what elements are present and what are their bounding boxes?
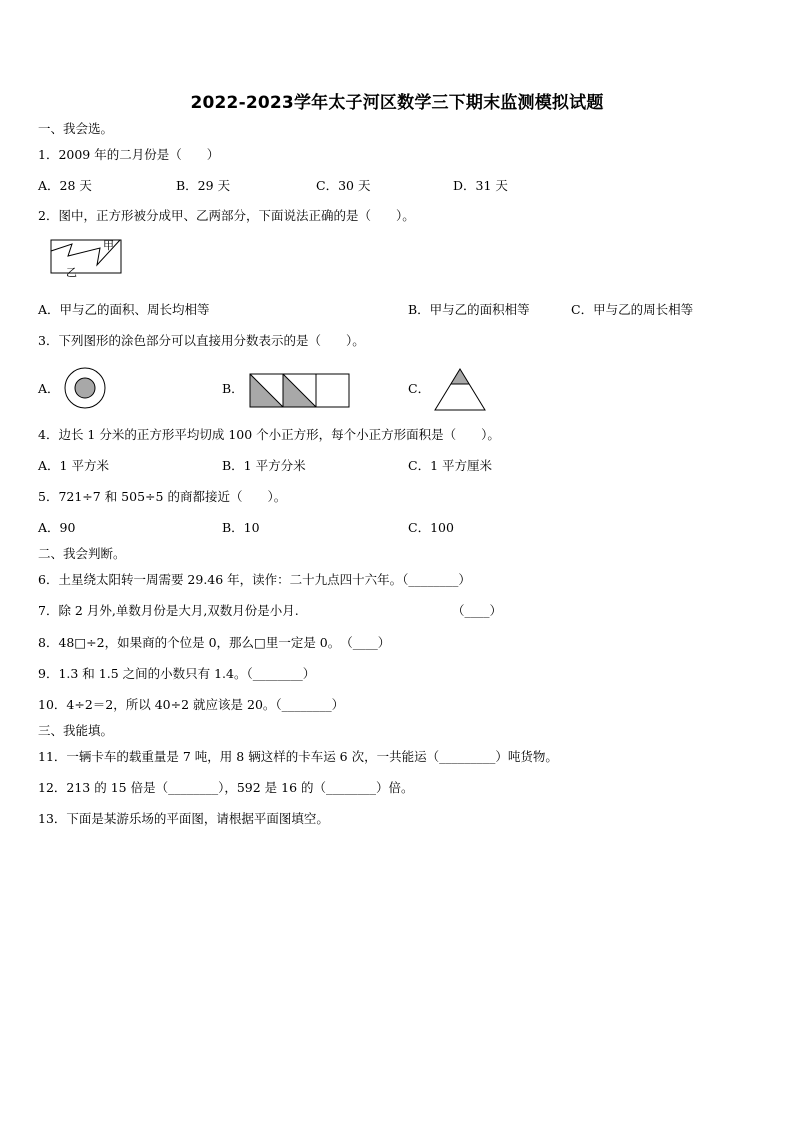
q3-figure-b-squares [249, 373, 351, 409]
q4-option-b[interactable]: B．1 平方分米 [222, 458, 306, 473]
question-6: 6．土星绕太阳转一周需要 29.46 年，读作：二十九点四十六年。（________） [38, 572, 471, 587]
q4-option-c[interactable]: C．1 平方厘米 [408, 458, 492, 473]
q5-option-a[interactable]: A．90 [38, 520, 76, 535]
question-7: 7．除 2 月外,单数月份是大月,双数月份是小月. [38, 603, 299, 618]
q3-figure-c-triangle [434, 368, 488, 412]
question-12: 12．213 的 15 倍是（________），592 是 16 的（________）倍。 [38, 780, 414, 795]
q1-option-b[interactable]: B．29 天 [176, 178, 231, 193]
question-13: 13．下面是某游乐场的平面图，请根据平面图填空。 [38, 811, 329, 826]
q4-option-a[interactable]: A．1 平方米 [38, 458, 109, 473]
q3-option-b[interactable]: B． [222, 381, 244, 396]
q7-answer-blank[interactable]: （____） [452, 603, 503, 618]
q3-figure-a-circles [64, 367, 108, 411]
q5-option-c[interactable]: C．100 [408, 520, 454, 535]
q3-inner-shaded-circle [75, 378, 95, 398]
q1-option-c[interactable]: C．30 天 [316, 178, 371, 193]
q2-option-a[interactable]: A．甲与乙的面积、周长均相等 [38, 302, 210, 317]
question-11: 11．一辆卡车的载重量是 7 吨，用 8 辆这样的卡车运 6 次，一共能运（_________）吨货物。 [38, 749, 558, 764]
q1-option-a[interactable]: A．28 天 [38, 178, 92, 193]
q2-label-yi: 乙 [66, 266, 77, 279]
section-heading-judge: 二、我会判断。 [38, 546, 126, 561]
page-title: 2022-2023学年太子河区数学三下期末监测模拟试题 [190, 93, 604, 113]
section-heading-choice: 一、我会选。 [38, 121, 114, 136]
question-10: 10．4÷2＝2，所以 40÷2 就应该是 20。（________） [38, 697, 345, 712]
question-2: 2．图中，正方形被分成甲、乙两部分，下面说法正确的是（ ）。 [38, 208, 415, 223]
q2-option-b[interactable]: B．甲与乙的面积相等 [408, 302, 530, 317]
q3-shaded-top-triangle [451, 369, 469, 384]
q5-option-b[interactable]: B．10 [222, 520, 260, 535]
question-9: 9．1.3 和 1.5 之间的小数只有 1.4。（________） [38, 666, 316, 681]
q2-option-c[interactable]: C．甲与乙的周长相等 [571, 302, 694, 317]
question-1: 1．2009 年的二月份是（ ） [38, 147, 220, 162]
question-8: 8．48□÷2，如果商的个位是 0，那么□里一定是 0。 （____） [38, 635, 391, 650]
q2-square-figure [50, 238, 130, 278]
question-4: 4．边长 1 分米的正方形平均切成 100 个小正方形，每个小正方形面积是（ ）。 [38, 427, 500, 442]
question-3: 3．下列图形的涂色部分可以直接用分数表示的是（ ）。 [38, 333, 365, 348]
q3-option-a[interactable]: A． [38, 381, 60, 396]
q2-label-jia: 甲 [103, 239, 114, 252]
q1-option-d[interactable]: D．31 天 [453, 178, 508, 193]
section-heading-fill: 三、我能填。 [38, 723, 114, 738]
question-5: 5．721÷7 和 505÷5 的商都接近（ ）。 [38, 489, 287, 504]
q3-option-c[interactable]: C． [408, 381, 431, 396]
